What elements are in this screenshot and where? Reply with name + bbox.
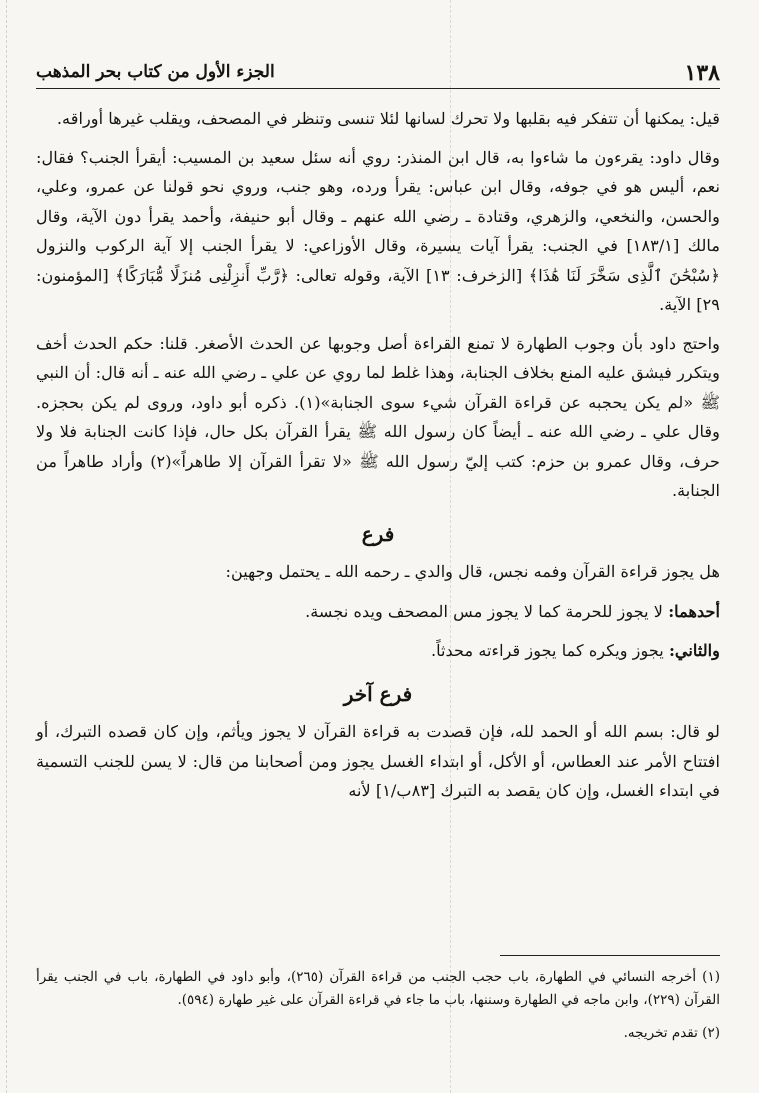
first-view-text: لا يجوز للحرمة كما لا يجوز مس المصحف ويده نجسة. (305, 601, 669, 621)
paragraph-2: وقال داود: يقرءون ما شاءوا به، قال ابن المنذر: روي أنه سئل سعيد بن المسيب: أيقرأ الجنب؟ فقال: نعم، أليس هو في جوفه، وقال ابن عباس: يقرأ ورده، وهو جنب، وروي نحو قولنا عن عمرو، وعلي، والحسن، والنخعي، والزهري، وقتادة ـ رضي الله عنهم ـ وقال أبو حنيفة، وأحمد يقرأ دون الآية، وقال مالك [١٨٣/١] في الجنب: يقرأ آيات يسيرة، وقال الأوزاعي: لا يقرأ الجنب إلا آية الركوب والنزول ﴿سُبْحَٰنَ ٱلَّذِى سَخَّرَ لَنَا هَٰذَا﴾ [الزخرف: ١٣] الآية، وقوله تعالى: ﴿رَّبِّ أَنزِلْنِى مُنزَلًا مُّبَارَكًا﴾ [المؤمنون: ٢٩] الآية. (36, 147, 720, 314)
page-number: ١٣٨ (684, 60, 720, 86)
footnote-separator (500, 955, 720, 956)
paragraph-4: هل يجوز قراءة القرآن وفمه نجس، قال والدي ـ رحمه الله ـ يحتمل وجهين: (225, 562, 720, 581)
page-header (36, 58, 720, 89)
footnotes (36, 966, 720, 1055)
main-text (36, 104, 720, 815)
paragraph-3: واحتج داود بأن وجوب الطهارة لا تمنع القراءة أصل وجوبها عن الحدث الأصغر. قلنا: حكم الحدث أخف ويتكرر فيشق عليه المنع بخلاف الجنابة، وهذا غلط لما روي عن علي ـ رضي الله عنه ـ أنه قال: أن النبي ﷺ «لم يكن يحجبه عن قراءة القرآن شيء سوى الجنابة»(١). ذكره أبو داود، وروى لم يكن بحجزه. وقال علي ـ رضي الله عنه ـ أيضاً كان رسول الله ﷺ يقرأ القرآن بكل حال، فإذا كانت الجنابة فلا ولا حرف، وقال عمرو بن حزم: كتب إليّ رسول الله ﷺ «لا تقرأ القرآن إلا طاهراً»(٢) وأراد طاهراً من الجنابة. (36, 333, 720, 500)
paragraph-1: قيل: يمكنها أن تتفكر فيه بقلبها ولا تحرك لسانها لئلا تنسى وتنظر في المصحف، ويقلب غيرها أوراقه. (56, 109, 720, 128)
paragraph-first-view (36, 597, 720, 627)
section-heading-another-branch: فرع آخر (343, 681, 413, 706)
paragraph-second-view (36, 636, 720, 666)
running-title: الجزء الأول من كتاب بحر المذهب (36, 62, 275, 82)
second-view-text: يجوز ويكره كما يجوز قراءته محدثاً. (430, 641, 669, 660)
section-heading-branch: فرع (361, 521, 395, 546)
first-view-label: أحدهما: (668, 601, 720, 621)
paragraph-7: لو قال: بسم الله أو الحمد لله، فإن قصدت به قراءة القرآن لا يجوز ويأثم، وإن كان قصده التبرك، أو افتتاح الأمر عند العطاس، أو الأكل، أو ابتداء الغسل يجوز ومن أصحابنا من قال: لا يسن للجنب التسمية في ابتداء الغسل، وإن كان يقصد به التبرك [٨٣ب/١] لأنه (36, 722, 720, 800)
footnote-1: (١) أخرجه النسائي في الطهارة، باب حجب الجنب من قراءة القرآن (٢٦٥)، وأبو داود في الطهارة، باب في الجنب يقرأ القرآن (٢٢٩)، وابن ماجه في الطهارة وسننها، باب ما جاء في قراءة القرآن على غير طهارة (٥٩٤). (36, 969, 720, 1008)
footnote-2: (٢) تقدم تخريجه. (623, 1025, 720, 1041)
scan-edge-line (6, 0, 7, 1093)
second-view-label: والثاني: (668, 641, 720, 660)
